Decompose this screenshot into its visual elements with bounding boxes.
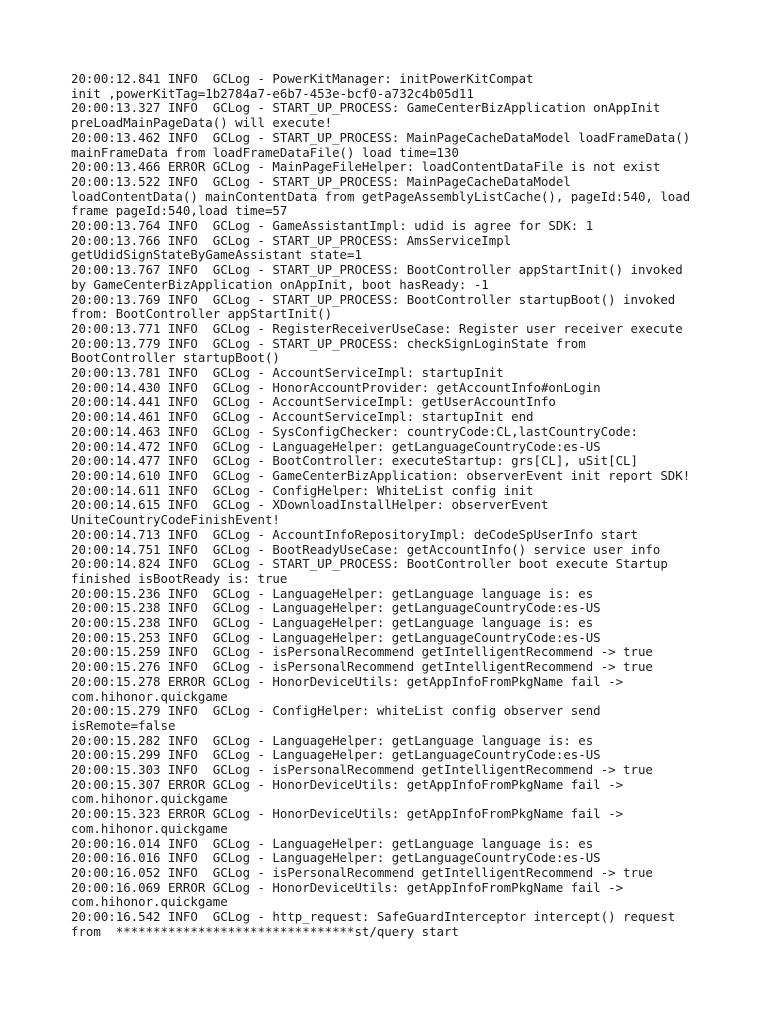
log-line: 20:00:14.463 INFO GCLog - SysConfigChecker: countryCode:CL,lastCountryCode: bbox=[71, 423, 638, 439]
log-line: by GameCenterBizApplication onAppInit, boot hasReady: -1 bbox=[71, 276, 489, 292]
log-line: isRemote=false bbox=[71, 717, 176, 733]
log-line: 20:00:13.767 INFO GCLog - START_UP_PROCESS: BootController appStartInit() invoked bbox=[71, 262, 683, 278]
log-line: 20:00:15.303 INFO GCLog - isPersonalRecommend getIntelligentRecommend -> true bbox=[71, 762, 653, 778]
log-line: 20:00:14.477 INFO GCLog - BootController: executeStartup: grs[CL], uSit[CL] bbox=[71, 453, 638, 469]
log-line: finished isBootReady is: true bbox=[71, 570, 288, 586]
log-line: 20:00:15.299 INFO GCLog - LanguageHelper: getLanguageCountryCode:es-US bbox=[71, 747, 601, 763]
log-line: getUdidSignStateByGameAssistant state=1 bbox=[71, 247, 362, 263]
log-line: 20:00:14.441 INFO GCLog - AccountServiceImpl: getUserAccountInfo bbox=[71, 394, 556, 410]
log-line: 20:00:16.052 INFO GCLog - isPersonalRecommend getIntelligentRecommend -> true bbox=[71, 864, 653, 880]
log-line: 20:00:15.279 INFO GCLog - ConfigHelper: whiteList config observer send bbox=[71, 703, 601, 719]
log-line: 20:00:15.238 INFO GCLog - LanguageHelper: getLanguage language is: es bbox=[71, 615, 594, 631]
log-line: 20:00:13.766 INFO GCLog - START_UP_PROCESS: AmsServiceImpl bbox=[71, 232, 512, 248]
log-line: 20:00:15.323 ERROR GCLog - HonorDeviceUtils: getAppInfoFromPkgName fail -> bbox=[71, 806, 624, 822]
log-line: 20:00:15.282 INFO GCLog - LanguageHelper: getLanguage language is: es bbox=[71, 732, 594, 748]
log-line: 20:00:15.236 INFO GCLog - LanguageHelper: getLanguage language is: es bbox=[71, 585, 594, 601]
log-line: 20:00:14.610 INFO GCLog - GameCenterBizApplication: observerEvent init report SDK! bbox=[71, 467, 691, 483]
log-line: 20:00:13.462 INFO GCLog - START_UP_PROCESS: MainPageCacheDataModel loadFrameData() bbox=[71, 129, 691, 145]
log-line: 20:00:16.069 ERROR GCLog - HonorDeviceUtils: getAppInfoFromPkgName fail -> bbox=[71, 879, 624, 895]
log-line: UniteCountryCodeFinishEvent! bbox=[71, 512, 280, 528]
log-line: 20:00:14.611 INFO GCLog - ConfigHelper: WhiteList config init bbox=[71, 482, 534, 498]
log-line: 20:00:13.769 INFO GCLog - START_UP_PROCESS: BootController startupBoot() invoked bbox=[71, 291, 676, 307]
log-line: mainFrameData from loadFrameDataFile() load time=130 bbox=[71, 144, 459, 160]
log-line: BootController startupBoot() bbox=[71, 350, 280, 366]
log-line: 20:00:14.713 INFO GCLog - AccountInfoRepositoryImpl: deCodeSpUserInfo start bbox=[71, 526, 638, 542]
log-line: 20:00:12.841 INFO GCLog - PowerKitManager: initPowerKitCompat bbox=[71, 71, 534, 86]
log-line: frame pageId:540,load time=57 bbox=[71, 203, 288, 219]
log-line: 20:00:14.430 INFO GCLog - HonorAccountProvider: getAccountInfo#onLogin bbox=[71, 379, 601, 395]
log-line: from ********************************st/query start bbox=[71, 923, 459, 939]
log-line: loadContentData() mainContentData from getPageAssemblyListCache(), pageId:540, load bbox=[71, 188, 691, 204]
log-line: 20:00:15.276 INFO GCLog - isPersonalRecommend getIntelligentRecommend -> true bbox=[71, 659, 653, 675]
log-line: 20:00:15.253 INFO GCLog - LanguageHelper: getLanguageCountryCode:es-US bbox=[71, 629, 601, 645]
log-line: 20:00:13.779 INFO GCLog - START_UP_PROCESS: checkSignLoginState from bbox=[71, 335, 586, 351]
log-line: 20:00:16.016 INFO GCLog - LanguageHelper: getLanguageCountryCode:es-US bbox=[71, 850, 601, 866]
log-line: 20:00:14.824 INFO GCLog - START_UP_PROCESS: BootController boot execute Startup bbox=[71, 556, 668, 572]
log-line: 20:00:13.781 INFO GCLog - AccountServiceImpl: startupInit bbox=[71, 365, 504, 381]
log-line: preLoadMainPageData() will execute! bbox=[71, 115, 333, 131]
log-line: 20:00:14.615 INFO GCLog - XDownloadInstallHelper: observerEvent bbox=[71, 497, 549, 513]
log-line: 20:00:14.751 INFO GCLog - BootReadyUseCase: getAccountInfo() service user info bbox=[71, 541, 661, 557]
log-line: 20:00:15.259 INFO GCLog - isPersonalRecommend getIntelligentRecommend -> true bbox=[71, 644, 653, 660]
log-line: 20:00:14.461 INFO GCLog - AccountServiceImpl: startupInit end bbox=[71, 409, 534, 425]
log-line: 20:00:15.278 ERROR GCLog - HonorDeviceUtils: getAppInfoFromPkgName fail -> bbox=[71, 673, 624, 689]
log-line: 20:00:13.771 INFO GCLog - RegisterReceiverUseCase: Register user receiver execute bbox=[71, 320, 683, 336]
log-line: 20:00:15.307 ERROR GCLog - HonorDeviceUtils: getAppInfoFromPkgName fail -> bbox=[71, 776, 624, 792]
log-line: com.hihonor.quickgame bbox=[71, 820, 228, 836]
log-line: 20:00:14.472 INFO GCLog - LanguageHelper: getLanguageCountryCode:es-US bbox=[71, 438, 601, 454]
log-line: 20:00:16.542 INFO GCLog - http_request: SafeGuardInterceptor intercept() request bbox=[71, 909, 676, 925]
log-line: 20:00:13.764 INFO GCLog - GameAssistantImpl: udid is agree for SDK: 1 bbox=[71, 218, 594, 234]
log-line: 20:00:13.327 INFO GCLog - START_UP_PROCESS: GameCenterBizApplication onAppInit bbox=[71, 100, 661, 116]
log-line: com.hihonor.quickgame bbox=[71, 791, 228, 807]
log-line: com.hihonor.quickgame bbox=[71, 688, 228, 704]
log-line: from: BootController appStartInit() bbox=[71, 306, 333, 322]
log-line: com.hihonor.quickgame bbox=[71, 894, 228, 910]
log-line: 20:00:13.466 ERROR GCLog - MainPageFileHelper: loadContentDataFile is not exist bbox=[71, 159, 661, 175]
log-line: 20:00:15.238 INFO GCLog - LanguageHelper: getLanguageCountryCode:es-US bbox=[71, 600, 601, 616]
log-line: 20:00:16.014 INFO GCLog - LanguageHelper: getLanguage language is: es bbox=[71, 835, 594, 851]
log-document bbox=[71, 72, 711, 939]
log-line: 20:00:13.522 INFO GCLog - START_UP_PROCESS: MainPageCacheDataModel bbox=[71, 173, 571, 189]
log-line: init ,powerKitTag=1b2784a7-e6b7-453e-bcf0-a732c4b05d11 bbox=[71, 85, 474, 101]
